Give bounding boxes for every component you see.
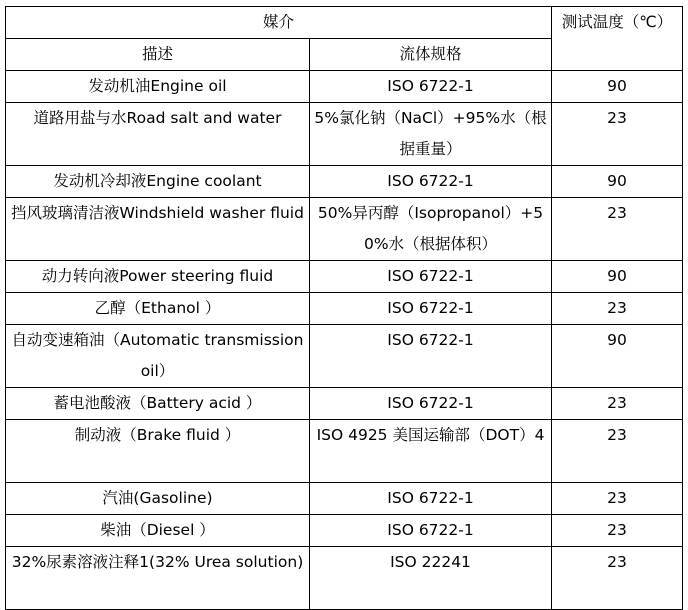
cell-fluid-spec: 5%氯化钠（NaCl）+95%水（根据重量） [310, 103, 552, 166]
cell-fluid-spec: ISO 6722-1 [310, 515, 552, 547]
cell-test-temperature: 23 [552, 515, 683, 547]
cell-description: 32%尿素溶液注释1(32% Urea solution) [6, 547, 310, 610]
cell-fluid-spec: ISO 6722-1 [310, 261, 552, 293]
table-row [6, 515, 683, 547]
table-row [6, 547, 683, 610]
cell-description: 动力转向液Power steering fluid [6, 261, 310, 293]
table-row [6, 166, 683, 198]
cell-test-temperature: 23 [552, 483, 683, 515]
cell-description: 制动液（Brake fluid ） [6, 420, 310, 483]
cell-test-temperature: 23 [552, 420, 683, 483]
table-row [6, 483, 683, 515]
header-description: 描述 [6, 39, 310, 71]
header-medium: 媒介 [6, 7, 552, 39]
cell-description: 挡风玻璃清洁液Windshield washer fluid [6, 198, 310, 261]
cell-fluid-spec: ISO 6722-1 [310, 293, 552, 325]
cell-description: 道路用盐与水Road salt and water [6, 103, 310, 166]
cell-test-temperature: 90 [552, 325, 683, 388]
cell-fluid-spec: ISO 22241 [310, 547, 552, 610]
cell-description: 发动机油Engine oil [6, 71, 310, 103]
cell-test-temperature: 90 [552, 261, 683, 293]
cell-description: 柴油（Diesel ） [6, 515, 310, 547]
table-row [6, 420, 683, 483]
table-row [6, 103, 683, 166]
cell-description: 蓄电池酸液（Battery acid ） [6, 388, 310, 420]
cell-fluid-spec: ISO 6722-1 [310, 71, 552, 103]
cell-fluid-spec: ISO 6722-1 [310, 483, 552, 515]
cell-test-temperature: 23 [552, 103, 683, 166]
cell-fluid-spec: ISO 6722-1 [310, 388, 552, 420]
header-row-top [6, 7, 683, 39]
cell-test-temperature: 90 [552, 166, 683, 198]
cell-description: 自动变速箱油（Automatic transmission oil） [6, 325, 310, 388]
cell-description: 乙醇（Ethanol ） [6, 293, 310, 325]
table-row [6, 71, 683, 103]
cell-fluid-spec: ISO 4925 美国运输部（DOT）4 [310, 420, 552, 483]
table-row [6, 293, 683, 325]
cell-fluid-spec: 50%异丙醇（Isopropanol）+50%水（根据体积） [310, 198, 552, 261]
table-row [6, 325, 683, 388]
cell-test-temperature: 23 [552, 388, 683, 420]
cell-test-temperature: 23 [552, 198, 683, 261]
cell-test-temperature: 90 [552, 71, 683, 103]
table-body [6, 71, 683, 610]
cell-description: 汽油(Gasoline) [6, 483, 310, 515]
cell-description: 发动机冷却液Engine coolant [6, 166, 310, 198]
media-table [5, 6, 683, 610]
header-test-temperature: 测试温度（℃） [552, 7, 683, 71]
cell-test-temperature: 23 [552, 293, 683, 325]
table-row [6, 388, 683, 420]
cell-fluid-spec: ISO 6722-1 [310, 325, 552, 388]
media-table-container [5, 6, 683, 610]
header-fluid-spec: 流体规格 [310, 39, 552, 71]
table-row [6, 261, 683, 293]
cell-fluid-spec: ISO 6722-1 [310, 166, 552, 198]
cell-test-temperature: 23 [552, 547, 683, 610]
table-row [6, 198, 683, 261]
